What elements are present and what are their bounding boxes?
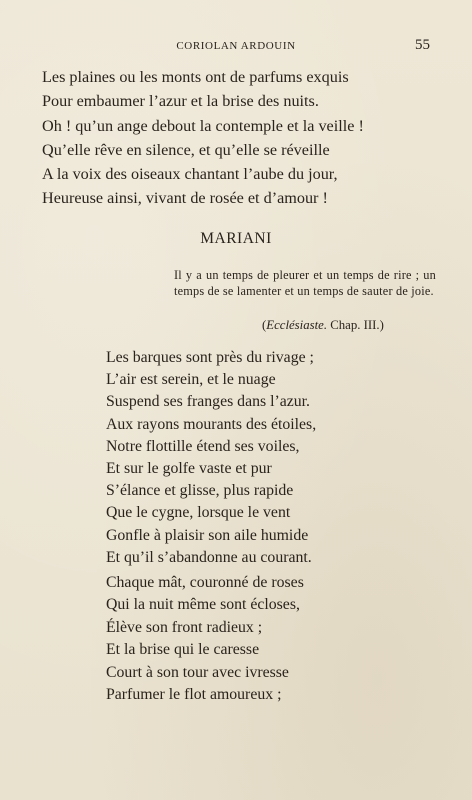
verse-line: Suspend ses franges dans l’azur. (106, 393, 310, 411)
epigraph-source-open: ( (262, 318, 267, 332)
verse-line: Aux rayons mourants des étoiles, (106, 415, 317, 433)
epigraph-source-ref: Chap. III.) (327, 318, 384, 332)
verse-line: Qu’elle rêve en silence, et qu’elle se réveille (42, 140, 330, 159)
poem-stanza-2 (106, 572, 304, 706)
verse-line: Qui la nuit même sont écloses, (106, 596, 300, 614)
poem-title: MARIANI (200, 230, 272, 247)
preceding-poem-stanza (42, 65, 364, 211)
epigraph-source-work: Ecclésiaste. (266, 318, 328, 332)
running-head: CORIOLAN ARDOUIN (176, 40, 296, 52)
page-number: 55 (415, 37, 430, 53)
verse-line: Et sur le golfe vaste et pur (106, 459, 272, 477)
verse-line: Parfumer le flot amoureux ; (106, 685, 282, 703)
verse-line: A la voix des oiseaux chantant l’aube du jour, (42, 165, 338, 184)
verse-line: Pour embaumer l’azur et la brise des nuits. (42, 92, 319, 111)
verse-line: S’élance et glisse, plus rapide (106, 482, 294, 500)
verse-line: Les plaines ou les monts ont de parfums exquis (42, 68, 349, 86)
epigraph: Il y a un temps de pleurer et un temps de rire ; un temps de se lamenter et un temps de sauter de joie. (174, 268, 436, 298)
verse-line: Oh ! qu’un ange debout la contemple et la veille ! (42, 116, 364, 135)
verse-line: Chaque mât, couronné de roses (106, 574, 304, 591)
verse-line: Court à son tour avec ivresse (106, 663, 289, 681)
verse-line: Notre flottille étend ses voiles, (106, 437, 300, 455)
epigraph-source (262, 318, 384, 333)
verse-line: Gonfle à plaisir son aile humide (106, 526, 309, 544)
verse-line: Heureuse ainsi, vivant de rosée et d’amour ! (42, 189, 328, 208)
verse-line: Élève son front radieux ; (106, 618, 263, 636)
verse-line: Et la brise qui le caresse (106, 641, 260, 659)
verse-line: Les barques sont près du rivage ; (106, 349, 314, 366)
verse-line: L’air est serein, et le nuage (106, 371, 276, 389)
verse-line: Et qu’il s’abandonne au courant. (106, 548, 312, 566)
poem-stanza-1 (106, 347, 316, 569)
verse-line: Que le cygne, lorsque le vent (106, 504, 291, 522)
